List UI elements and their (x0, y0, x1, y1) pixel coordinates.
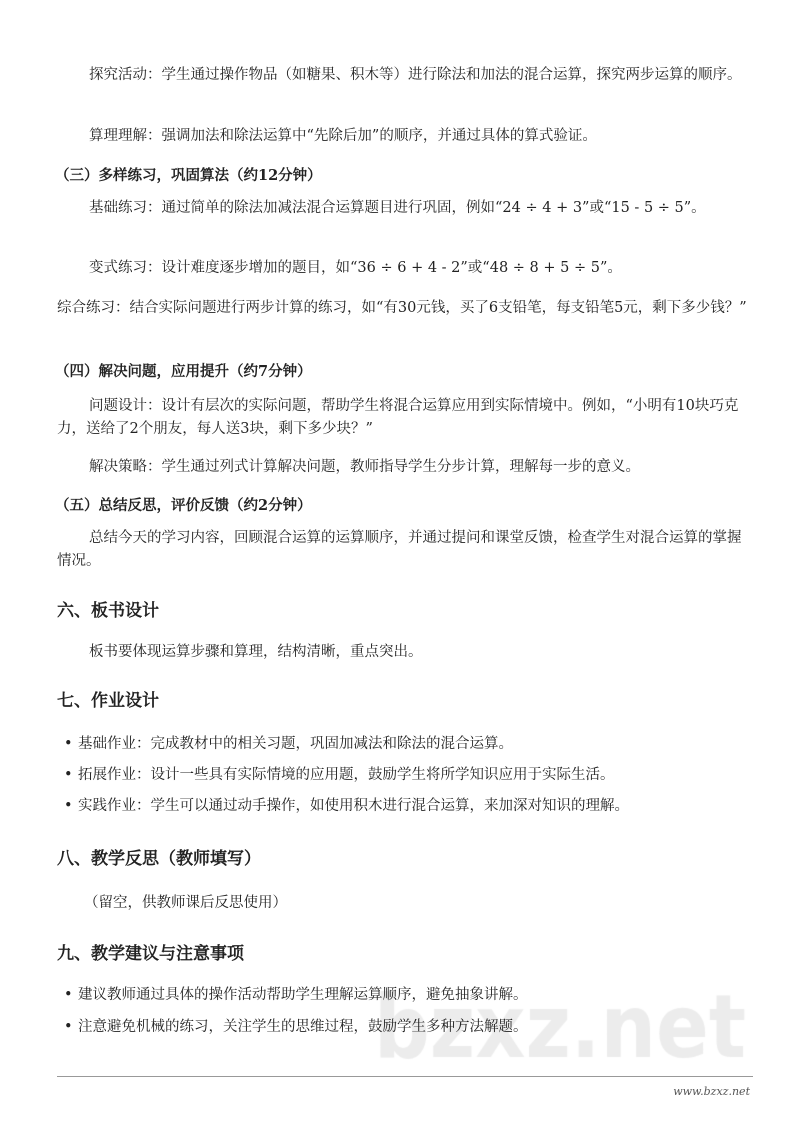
footer-url: www.bzxz.net (673, 1085, 750, 1098)
list-item-homework: • 基础作业：完成教材中的相关习题，巩固加减法和除法的混合运算。 (78, 733, 513, 756)
paragraph-comprehensive-practice: 综合练习：结合实际问题进行两步计算的练习，如“有30元钱，买了6支铅笔，每支铅笔5元，剩下多少钱？” (57, 300, 747, 316)
paragraph-reflection: （留空，供教师课后反思使用） (84, 895, 287, 911)
section-title-suggestions: 九、教学建议与注意事项 (57, 944, 244, 964)
section-title-homework: 七、作业设计 (57, 691, 159, 711)
section-title-reflection: 八、教学反思（教师填写） (57, 849, 261, 869)
list-item-homework: • 拓展作业：设计一些具有实际情境的应用题，鼓励学生将所学知识应用于实际生活。 (78, 764, 615, 787)
list-item-suggestion: • 建议教师通过具体的操作活动帮助学生理解运算顺序，避免抽象讲解。 (78, 984, 528, 1007)
subheading-problem-solving: （四）解决问题，应用提升（约7分钟） (55, 363, 312, 380)
paragraph-summary: 总结今天的学习内容，回顾混合运算的运算顺序，并通过提问和课堂反馈，检查学生对混合运算的掌握情况。 (57, 530, 742, 569)
list-item-suggestion: • 注意避免机械的练习，关注学生的思维过程，鼓励学生多种方法解题。 (78, 1016, 528, 1039)
subheading-practice: （三）多样练习，巩固算法（约12分钟） (55, 167, 322, 184)
paragraph-problem-design: 问题设计：设计有层次的实际问题，帮助学生将混合运算应用到实际情境中。例如，“小明有10块巧克力，送给了2个朋友，每人送3块，剩下多少块？” (57, 398, 739, 437)
subheading-summary: （五）总结反思，评价反馈（约2分钟） (55, 497, 312, 514)
paragraph-variant-practice: 变式练习：设计难度逐步增加的题目，如“36 ÷ 6 + 4 - 2”或“48 ÷ 8 + 5 ÷ 5”。 (89, 260, 622, 276)
paragraph-reasoning: 算理理解：强调加法和除法运算中“先除后加”的顺序，并通过具体的算式验证。 (89, 128, 597, 144)
paragraph-board-design: 板书要体现运算步骤和算理，结构清晰，重点突出。 (89, 644, 423, 660)
paragraph-exploration: 探究活动：学生通过操作物品（如糖果、积木等）进行除法和加法的混合运算，探究两步运算的顺序。 (89, 67, 742, 83)
list-item-homework: • 实践作业：学生可以通过动手操作，如使用积木进行混合运算，来加深对知识的理解。 (78, 795, 629, 818)
section-title-board-design: 六、板书设计 (57, 601, 159, 621)
paragraph-strategy: 解决策略：学生通过列式计算解决问题，教师指导学生分步计算，理解每一步的意义。 (89, 459, 640, 475)
footer-divider (57, 1076, 753, 1077)
paragraph-basic-practice: 基础练习：通过简单的除法加减法混合运算题目进行巩固，例如“24 ÷ 4 + 3”或“15 - 5 ÷ 5”。 (89, 200, 706, 216)
